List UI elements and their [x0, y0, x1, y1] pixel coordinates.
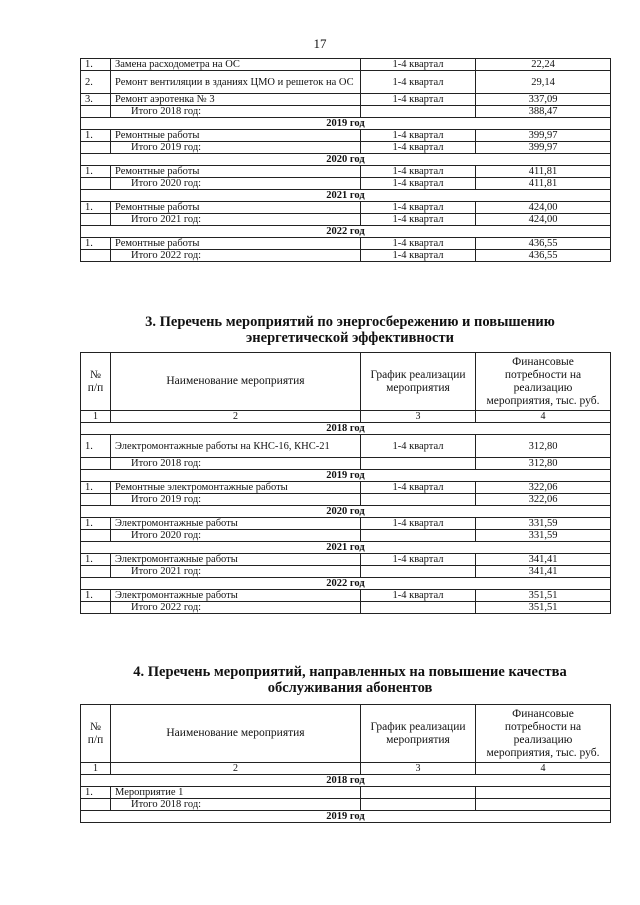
col-num-1: 1 — [81, 411, 111, 423]
total-row — [81, 106, 611, 118]
row-name: Мероприятие 1 — [111, 787, 361, 799]
table-row — [81, 482, 611, 494]
row-name: Электромонтажные работы — [111, 518, 361, 530]
total-row — [81, 566, 611, 578]
table-row — [81, 202, 611, 214]
row-name: Замена расходометра на ОС — [111, 59, 361, 71]
row-period: 1-4 квартал — [361, 166, 476, 178]
row-amount: 312,80 — [476, 435, 611, 458]
table-row — [81, 59, 611, 71]
energy-saving-table-body — [81, 423, 611, 614]
header-schedule: График реализации мероприятия — [361, 705, 476, 763]
total-amount: 399,97 — [476, 142, 611, 154]
year-row — [81, 154, 611, 166]
row-name: Ремонтные работы — [111, 238, 361, 250]
row-amount: 341,41 — [476, 554, 611, 566]
total-amount — [476, 799, 611, 811]
table-header-row — [81, 705, 611, 763]
table-row — [81, 554, 611, 566]
row-number-empty — [81, 178, 111, 190]
row-period: 1-4 квартал — [361, 130, 476, 142]
year-row — [81, 542, 611, 554]
total-label: Итого 2020 год: — [111, 178, 361, 190]
header-finance: Финансовые потребности на реализацию мероприятия, тыс. руб. — [476, 353, 611, 411]
year-row — [81, 118, 611, 130]
row-number: 1. — [81, 554, 111, 566]
header-schedule: График реализации мероприятия — [361, 353, 476, 411]
row-number-empty — [81, 250, 111, 262]
row-name: Электромонтажные работы — [111, 590, 361, 602]
row-name: Электромонтажные работы на КНС-16, КНС-21 — [111, 435, 361, 458]
section-4-title-line2: обслуживания абонентов — [267, 680, 433, 696]
row-number-empty — [81, 602, 111, 614]
table-row — [81, 590, 611, 602]
total-label: Итого 2018 год: — [111, 458, 361, 470]
row-period-empty — [361, 458, 476, 470]
service-quality-table-body — [81, 775, 611, 823]
row-period: 1-4 квартал — [361, 590, 476, 602]
row-number: 1. — [81, 238, 111, 250]
total-label: Итого 2022 год: — [111, 602, 361, 614]
row-number-empty — [81, 530, 111, 542]
section-3-title-line1: 3. Перечень мероприятий по энергосбережению и повышению — [145, 314, 555, 330]
table-row — [81, 130, 611, 142]
col-num-4: 4 — [476, 411, 611, 423]
year-label: 2022 год — [81, 578, 611, 590]
row-name: Электромонтажные работы — [111, 554, 361, 566]
row-number: 3. — [81, 94, 111, 106]
section-3-title-line2: энергетической эффективности — [246, 330, 454, 346]
total-label: Итого 2019 год: — [111, 142, 361, 154]
year-row — [81, 226, 611, 238]
year-label: 2020 год — [81, 154, 611, 166]
total-row — [81, 799, 611, 811]
table-row — [81, 518, 611, 530]
row-period: 1-4 квартал — [361, 435, 476, 458]
section-4-title-line1: 4. Перечень мероприятий, направленных на повышение качества — [133, 664, 567, 680]
total-row — [81, 494, 611, 506]
row-number: 1. — [81, 130, 111, 142]
row-period-empty — [361, 566, 476, 578]
row-number-empty — [81, 566, 111, 578]
year-row — [81, 578, 611, 590]
row-amount: 331,59 — [476, 518, 611, 530]
year-row — [81, 423, 611, 435]
total-period: 1-4 квартал — [361, 142, 476, 154]
total-label: Итого 2018 год: — [111, 799, 361, 811]
header-finance: Финансовые потребности на реализацию мероприятия, тыс. руб. — [476, 705, 611, 763]
table-row — [81, 787, 611, 799]
row-number-empty — [81, 458, 111, 470]
row-period-empty — [361, 530, 476, 542]
energy-saving-table — [80, 352, 611, 614]
row-number-empty — [81, 142, 111, 154]
row-name: Ремонт аэротенка № 3 — [111, 94, 361, 106]
total-label: Итого 2019 год: — [111, 494, 361, 506]
total-row — [81, 142, 611, 154]
table-row — [81, 166, 611, 178]
total-amount: 436,55 — [476, 250, 611, 262]
col-num-2: 2 — [111, 763, 361, 775]
total-row — [81, 250, 611, 262]
row-number-empty — [81, 494, 111, 506]
header-num: № п/п — [81, 705, 111, 763]
year-label: 2018 год — [81, 775, 611, 787]
row-amount: 337,09 — [476, 94, 611, 106]
row-period-empty — [361, 106, 476, 118]
total-amount: 388,47 — [476, 106, 611, 118]
row-number: 1. — [81, 590, 111, 602]
total-amount: 411,81 — [476, 178, 611, 190]
total-amount: 341,41 — [476, 566, 611, 578]
year-row — [81, 470, 611, 482]
row-name: Ремонтные работы — [111, 166, 361, 178]
total-amount: 331,59 — [476, 530, 611, 542]
total-label: Итого 2020 год: — [111, 530, 361, 542]
col-num-2: 2 — [111, 411, 361, 423]
row-name: Ремонтные работы — [111, 130, 361, 142]
year-label: 2019 год — [81, 811, 611, 823]
table-row — [81, 238, 611, 250]
header-num: № п/п — [81, 353, 111, 411]
total-period: 1-4 квартал — [361, 214, 476, 226]
service-quality-table — [80, 704, 611, 823]
year-label: 2020 год — [81, 506, 611, 518]
total-label: Итого 2021 год: — [111, 214, 361, 226]
row-number: 1. — [81, 518, 111, 530]
row-period-empty — [361, 602, 476, 614]
column-number-row — [81, 411, 611, 423]
row-period-empty — [361, 494, 476, 506]
row-name: Ремонт вентиляции в зданиях ЦМО и решеток на ОС — [111, 71, 361, 94]
row-number: 1. — [81, 482, 111, 494]
row-name: Ремонтные электромонтажные работы — [111, 482, 361, 494]
total-row — [81, 178, 611, 190]
total-row — [81, 602, 611, 614]
repair-table — [80, 58, 611, 262]
row-period: 1-4 квартал — [361, 59, 476, 71]
total-label: Итого 2018 год: — [111, 106, 361, 118]
header-name: Наименование мероприятия — [111, 705, 361, 763]
col-num-3: 3 — [361, 411, 476, 423]
row-period: 1-4 квартал — [361, 71, 476, 94]
table-row — [81, 71, 611, 94]
row-number: 1. — [81, 166, 111, 178]
row-amount: 436,55 — [476, 238, 611, 250]
row-period-empty — [361, 799, 476, 811]
row-period: 1-4 квартал — [361, 202, 476, 214]
total-period: 1-4 квартал — [361, 250, 476, 262]
year-row — [81, 190, 611, 202]
table-row — [81, 94, 611, 106]
table-row — [81, 435, 611, 458]
row-period — [361, 787, 476, 799]
header-name: Наименование мероприятия — [111, 353, 361, 411]
total-label: Итого 2022 год: — [111, 250, 361, 262]
row-number-empty — [81, 106, 111, 118]
repair-table-body — [81, 59, 611, 262]
total-row — [81, 530, 611, 542]
year-row — [81, 811, 611, 823]
col-num-4: 4 — [476, 763, 611, 775]
total-amount: 351,51 — [476, 602, 611, 614]
row-amount: 424,00 — [476, 202, 611, 214]
year-label: 2021 год — [81, 190, 611, 202]
col-num-1: 1 — [81, 763, 111, 775]
table-header-row — [81, 353, 611, 411]
row-number: 1. — [81, 59, 111, 71]
row-number: 1. — [81, 787, 111, 799]
total-period: 1-4 квартал — [361, 178, 476, 190]
year-row — [81, 775, 611, 787]
section-3-title — [100, 314, 600, 346]
row-name: Ремонтные работы — [111, 202, 361, 214]
year-label: 2021 год — [81, 542, 611, 554]
total-amount: 424,00 — [476, 214, 611, 226]
page-number: 17 — [313, 36, 327, 51]
year-label: 2018 год — [81, 423, 611, 435]
year-label: 2019 год — [81, 118, 611, 130]
col-num-3: 3 — [361, 763, 476, 775]
row-period: 1-4 квартал — [361, 94, 476, 106]
row-number: 1. — [81, 202, 111, 214]
section-4-title — [100, 664, 600, 696]
row-amount — [476, 787, 611, 799]
row-number: 2. — [81, 71, 111, 94]
column-number-row — [81, 763, 611, 775]
year-label: 2022 год — [81, 226, 611, 238]
row-period: 1-4 квартал — [361, 482, 476, 494]
row-amount: 411,81 — [476, 166, 611, 178]
row-number-empty — [81, 799, 111, 811]
year-row — [81, 506, 611, 518]
total-row — [81, 214, 611, 226]
total-label: Итого 2021 год: — [111, 566, 361, 578]
total-amount: 312,80 — [476, 458, 611, 470]
row-amount: 399,97 — [476, 130, 611, 142]
row-amount: 351,51 — [476, 590, 611, 602]
total-amount: 322,06 — [476, 494, 611, 506]
total-row — [81, 458, 611, 470]
row-period: 1-4 квартал — [361, 518, 476, 530]
row-period: 1-4 квартал — [361, 238, 476, 250]
row-period: 1-4 квартал — [361, 554, 476, 566]
row-amount: 322,06 — [476, 482, 611, 494]
row-number-empty — [81, 214, 111, 226]
year-label: 2019 год — [81, 470, 611, 482]
row-number: 1. — [81, 435, 111, 458]
row-amount: 22,24 — [476, 59, 611, 71]
row-amount: 29,14 — [476, 71, 611, 94]
